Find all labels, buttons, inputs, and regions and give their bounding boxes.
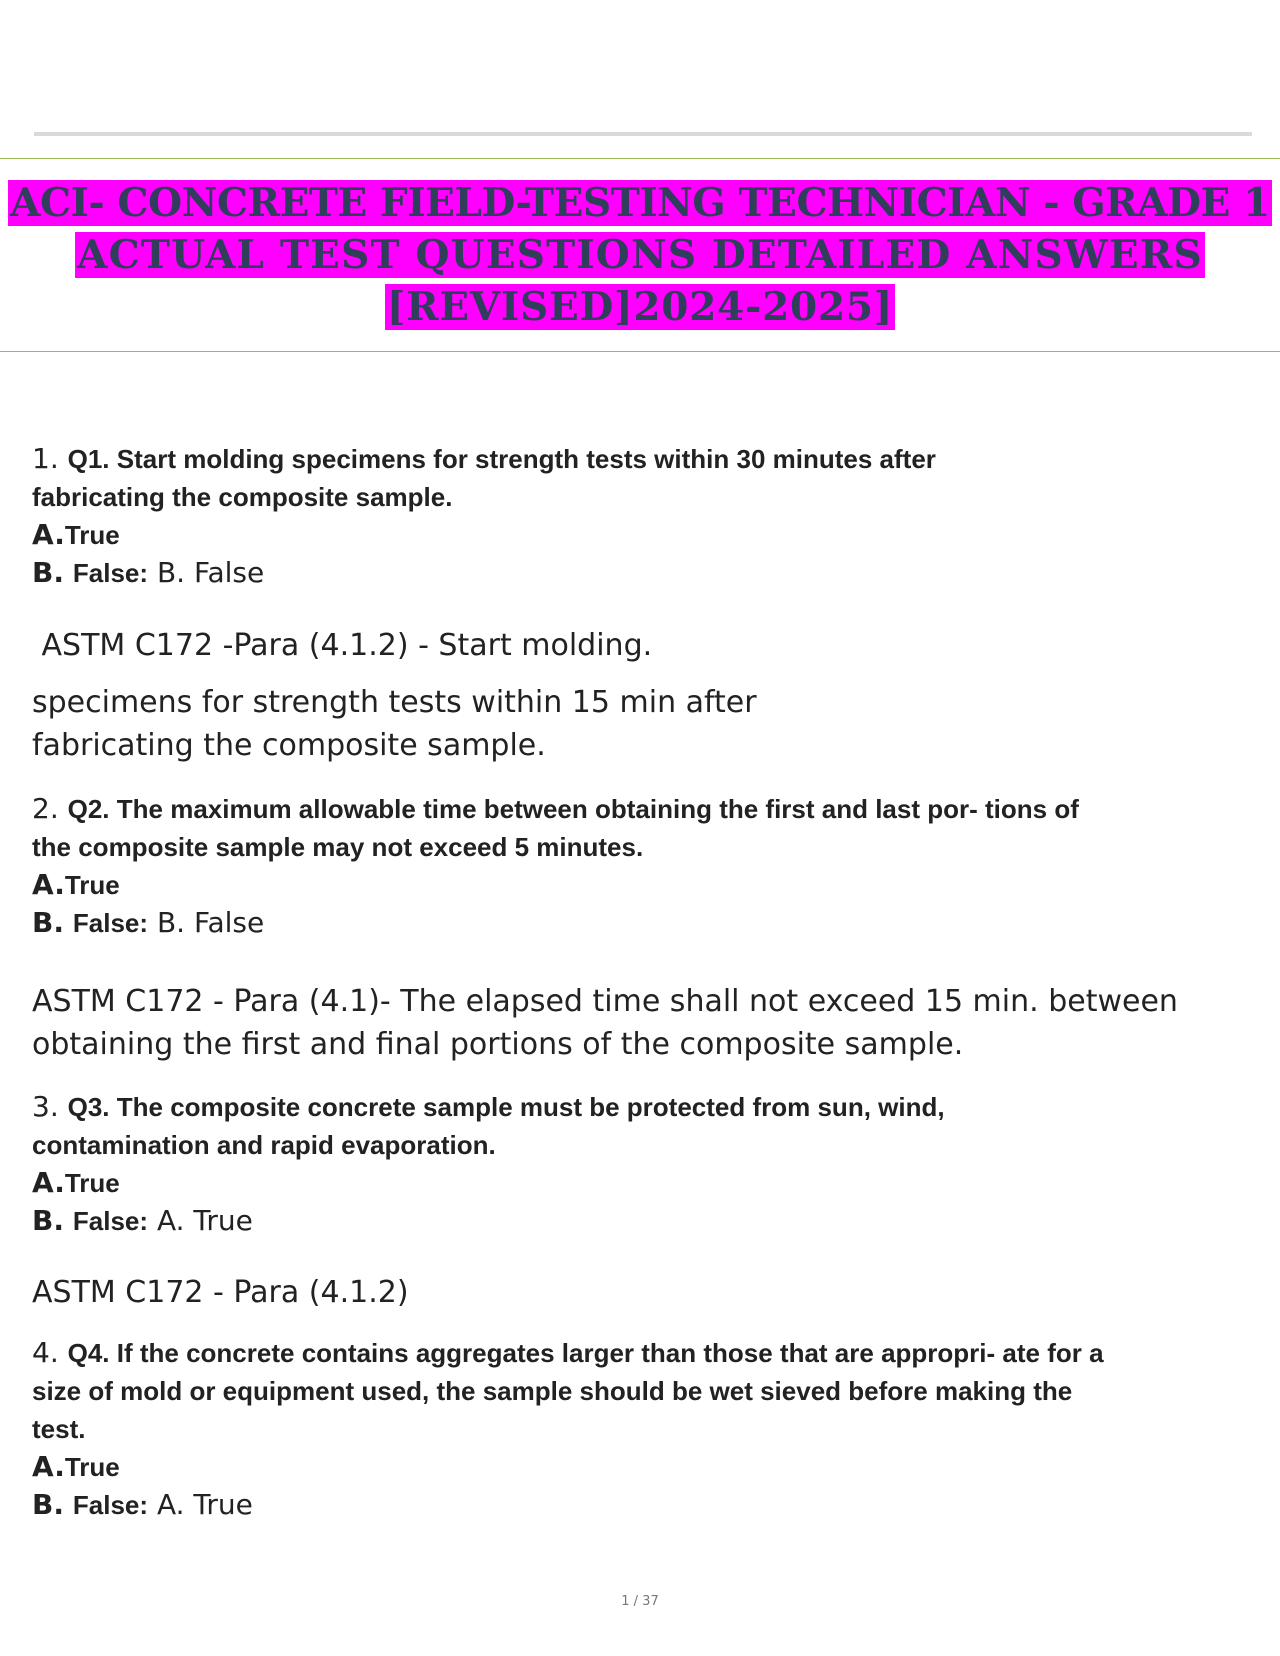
explanation-3 xyxy=(32,1271,1252,1314)
question-number: 3. xyxy=(32,1090,59,1123)
title-line-3: [REVISED]2024-2025] xyxy=(386,284,894,330)
question-number: 1. xyxy=(32,442,59,475)
question-text: Q4. If the concrete contains aggregates larger than those that are appropri- ate for a xyxy=(67,1338,1104,1368)
explanation-line: ASTM C172 - Para (4.1.2) xyxy=(32,1275,409,1310)
question-number: 2. xyxy=(32,792,59,825)
question-2 xyxy=(32,790,1252,942)
answer: A. True xyxy=(156,1488,253,1521)
explanation-1 xyxy=(32,624,1252,667)
title-line-2: ACTUAL TEST QUESTIONS DETAILED ANSWERS xyxy=(77,232,1203,278)
document-title xyxy=(0,158,1280,352)
explanation-line: fabricating the composite sample. xyxy=(32,728,546,763)
option-a: A.True xyxy=(32,1450,120,1483)
answer: A. True xyxy=(156,1204,253,1237)
explanation-2 xyxy=(32,980,1252,1066)
option-b: B. False: A. True xyxy=(32,1488,253,1521)
top-divider xyxy=(34,132,1252,136)
question-text: Q3. The composite concrete sample must be protected from sun, wind, xyxy=(67,1092,945,1122)
explanation-line: ASTM C172 -Para (4.1.2) - Start molding. xyxy=(32,628,653,663)
option-b: B. False: B. False xyxy=(32,556,265,589)
answer: B. False xyxy=(156,906,265,939)
question-text: fabricating the composite sample. xyxy=(32,482,453,512)
explanation-line: obtaining the first and final portions of the composite sample. xyxy=(32,1027,964,1062)
question-4 xyxy=(32,1334,1252,1524)
explanation-line: ASTM C172 - Para (4.1)- The elapsed time shall not exceed 15 min. between xyxy=(32,984,1178,1019)
option-b: B. False: B. False xyxy=(32,906,265,939)
option-b: B. False: A. True xyxy=(32,1204,253,1237)
question-3 xyxy=(32,1088,1252,1240)
page-number: 1 / 37 xyxy=(621,1594,659,1609)
question-1 xyxy=(32,440,1252,592)
question-text: Q2. The maximum allowable time between obtaining the first and last por- tions of xyxy=(67,794,1079,824)
explanation-1-cont xyxy=(32,681,1252,767)
question-text: Q1. Start molding specimens for strength tests within 30 minutes after xyxy=(67,444,936,474)
answer: B. False xyxy=(156,556,265,589)
question-text: size of mold or equipment used, the sample should be wet sieved before making the xyxy=(32,1376,1073,1406)
question-text: test. xyxy=(32,1414,86,1444)
option-a: A.True xyxy=(32,518,120,551)
explanation-line: specimens for strength tests within 15 min after xyxy=(32,685,757,720)
title-line-1: ACI- CONCRETE FIELD-TESTING TECHNICIAN - GRADE 1 xyxy=(10,180,1270,226)
option-a: A.True xyxy=(32,868,120,901)
question-text: the composite sample may not exceed 5 minutes. xyxy=(32,832,644,862)
question-text: contamination and rapid evaporation. xyxy=(32,1130,496,1160)
question-number: 4. xyxy=(32,1336,59,1369)
option-a: A.True xyxy=(32,1166,120,1199)
